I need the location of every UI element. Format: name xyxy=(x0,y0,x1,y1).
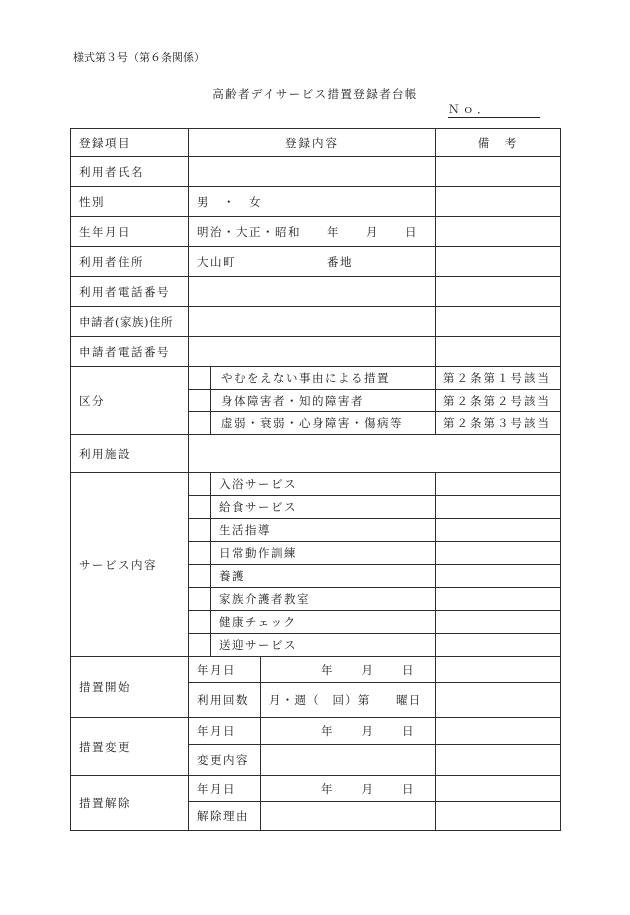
category-remark: 第２条第３号該当 xyxy=(436,412,561,435)
service-item-bathing: 入浴サービス xyxy=(211,473,436,496)
category-label: 区分 xyxy=(71,367,189,435)
service-remarks-cell xyxy=(436,496,561,519)
service-item-family-caregiver-class: 家族介護者教室 xyxy=(211,588,436,611)
service-remarks-cell xyxy=(436,634,561,657)
form-title: 高齢者デイサービス措置登録者台帳 xyxy=(212,87,418,101)
applicant-phone-label: 申請者電話番号 xyxy=(71,337,189,367)
service-remarks-cell xyxy=(436,611,561,634)
birth-date-row xyxy=(71,217,561,247)
measure-start-frequency-value: 月・週（ 回）第 曜日 xyxy=(261,683,436,718)
service-remarks-cell xyxy=(436,473,561,496)
service-check-cell xyxy=(189,611,211,634)
header-content: 登録内容 xyxy=(189,129,436,157)
applicant-address-label: 申請者(家族)住所 xyxy=(71,307,189,337)
user-address-row xyxy=(71,247,561,277)
service-check-cell xyxy=(189,496,211,519)
service-item-transport: 送迎サービス xyxy=(211,634,436,657)
service-check-cell xyxy=(189,634,211,657)
header-item: 登録項目 xyxy=(71,129,189,157)
gender-label: 性別 xyxy=(71,187,189,217)
category-row xyxy=(71,367,561,390)
facility-label: 利用施設 xyxy=(71,435,189,473)
service-check-cell xyxy=(189,588,211,611)
service-item-meal: 給食サービス xyxy=(211,496,436,519)
applicant-address-value-cell xyxy=(189,307,436,337)
applicant-phone-row xyxy=(71,337,561,367)
applicant-phone-value-cell xyxy=(189,337,436,367)
user-name-label: 利用者氏名 xyxy=(71,157,189,187)
user-name-value-cell xyxy=(189,157,436,187)
measure-end-remarks-cell xyxy=(436,802,561,831)
facility-value-cell xyxy=(189,435,561,473)
user-phone-remarks-cell xyxy=(436,277,561,307)
number-field xyxy=(448,102,540,118)
measure-change-detail-label: 変更内容 xyxy=(189,745,261,776)
measure-end-remarks-cell xyxy=(436,776,561,802)
service-item-health-check: 健康チェック xyxy=(211,611,436,634)
birth-date-remarks-cell xyxy=(436,217,561,247)
category-remark: 第２条第１号該当 xyxy=(436,367,561,390)
user-phone-label: 利用者電話番号 xyxy=(71,277,189,307)
category-check-cell xyxy=(189,390,211,412)
measure-start-date-label: 年月日 xyxy=(189,657,261,683)
gender-row xyxy=(71,187,561,217)
measure-end-date-label: 年月日 xyxy=(189,776,261,802)
measure-change-detail-value-cell xyxy=(261,745,436,776)
applicant-phone-remarks-cell xyxy=(436,337,561,367)
user-address-remarks-cell xyxy=(436,247,561,277)
user-address-label: 利用者住所 xyxy=(71,247,189,277)
header-row xyxy=(71,129,561,157)
service-item-daily-activity-training: 日常動作訓練 xyxy=(211,542,436,565)
form-reference: 様式第３号（第６条関係） xyxy=(73,51,205,64)
service-remarks-cell xyxy=(436,565,561,588)
number-label: Ｎｏ． xyxy=(448,102,492,116)
service-remarks-cell xyxy=(436,519,561,542)
service-remarks-cell xyxy=(436,542,561,565)
service-remarks-cell xyxy=(436,588,561,611)
measure-end-date-row xyxy=(71,776,561,802)
category-check-cell xyxy=(189,367,211,390)
measure-start-remarks-cell xyxy=(436,683,561,718)
user-address-value: 大山町 番地 xyxy=(189,247,436,277)
measure-end-reason-label: 解除理由 xyxy=(189,802,261,831)
service-check-cell xyxy=(189,565,211,588)
gender-remarks-cell xyxy=(436,187,561,217)
services-label: サービス内容 xyxy=(71,473,189,657)
category-option: 身体障害者・知的障害者 xyxy=(211,390,436,412)
applicant-address-row xyxy=(71,307,561,337)
service-check-cell xyxy=(189,519,211,542)
service-item-life-guidance: 生活指導 xyxy=(211,519,436,542)
category-option: やむをえない事由による措置 xyxy=(211,367,436,390)
measure-start-date-value: 年 月 日 xyxy=(261,657,436,683)
measure-change-date-row xyxy=(71,718,561,745)
measure-change-remarks-cell xyxy=(436,745,561,776)
service-check-cell xyxy=(189,542,211,565)
category-remark: 第２条第２号該当 xyxy=(436,390,561,412)
birth-date-value: 明治・大正・昭和 年 月 日 xyxy=(189,217,436,247)
user-name-row xyxy=(71,157,561,187)
measure-end-label: 措置解除 xyxy=(71,776,189,831)
user-phone-value-cell xyxy=(189,277,436,307)
service-item-nursing-care: 養護 xyxy=(211,565,436,588)
measure-change-date-label: 年月日 xyxy=(189,718,261,745)
measure-end-date-value: 年 月 日 xyxy=(261,776,436,802)
header-remarks: 備 考 xyxy=(436,129,561,157)
category-check-cell xyxy=(189,412,211,435)
measure-change-date-value: 年 月 日 xyxy=(261,718,436,745)
measure-end-reason-value-cell xyxy=(261,802,436,831)
user-name-remarks-cell xyxy=(436,157,561,187)
measure-change-remarks-cell xyxy=(436,718,561,745)
category-option: 虚弱・衰弱・心身障害・傷病等 xyxy=(211,412,436,435)
user-phone-row xyxy=(71,277,561,307)
service-check-cell xyxy=(189,473,211,496)
service-row xyxy=(71,473,561,496)
measure-change-label: 措置変更 xyxy=(71,718,189,776)
measure-start-frequency-label: 利用回数 xyxy=(189,683,261,718)
applicant-address-remarks-cell xyxy=(436,307,561,337)
facility-row xyxy=(71,435,561,473)
measure-start-date-row xyxy=(71,657,561,683)
measure-start-remarks-cell xyxy=(436,657,561,683)
measure-start-label: 措置開始 xyxy=(71,657,189,718)
birth-date-label: 生年月日 xyxy=(71,217,189,247)
gender-value: 男 ・ 女 xyxy=(189,187,436,217)
registration-table xyxy=(70,128,561,831)
